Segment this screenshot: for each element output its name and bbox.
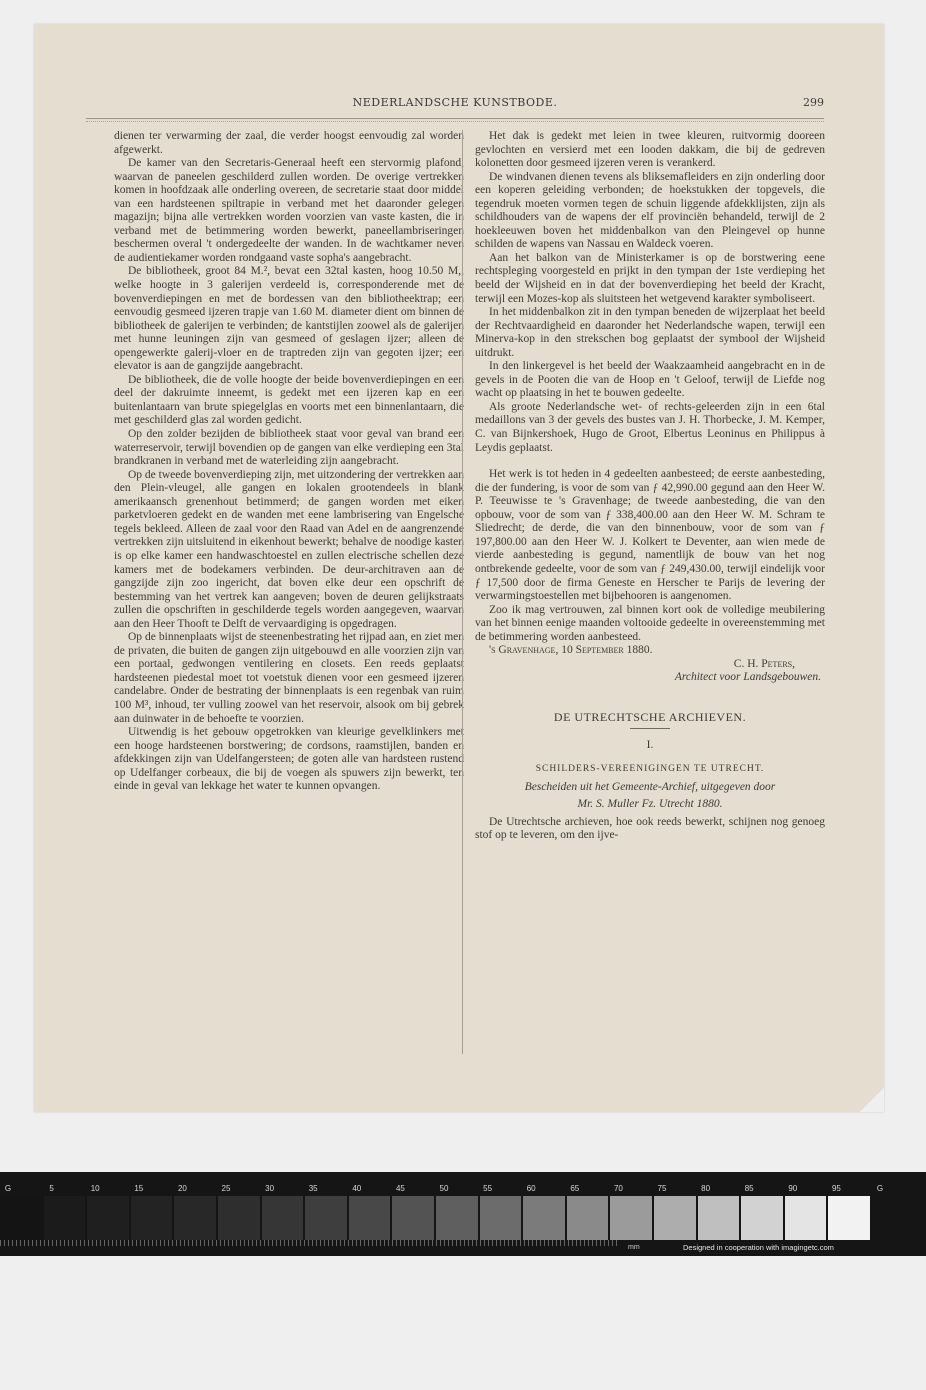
paragraph: dienen ter verwarming der zaal, die verder hoogst eenvoudig zal worden afgewerkt. [114, 130, 464, 156]
gray-patch [654, 1196, 696, 1240]
gray-patches [0, 1196, 926, 1240]
mm-label: mm [628, 1244, 640, 1251]
running-title: NEDERLANDSCHE KUNSTBODE. [352, 96, 558, 109]
gray-patch [174, 1196, 216, 1240]
scale-label: 10 [90, 1184, 100, 1193]
subheading: SCHILDERS-VEREENIGINGEN TE UTRECHT. [535, 763, 765, 774]
gray-patch [392, 1196, 434, 1240]
gray-patch [785, 1196, 827, 1240]
gray-patch [567, 1196, 609, 1240]
gray-patch [44, 1196, 86, 1240]
scale-label: 25 [221, 1184, 231, 1193]
scale-label: 65 [570, 1184, 580, 1193]
gray-patch [349, 1196, 391, 1240]
scale-label: 45 [395, 1184, 405, 1193]
paragraph: Uitwendig is het gebouw opgetrokken van kleurige gevelklinkers met een hooge hardsteenen borstwering; de cordsons, raamstijlen, banden en afdekkingen zijn van Udelfangersteen; de goten alle van hardsteen rustend op Udelfanger corbeaux, die bij de voegen als spuwers zijn bewerkt, ten einde in geval van lekkage het water te kunnen opvangen. [114, 726, 464, 793]
paragraph: De windvanen dienen tevens als bliksemafleiders en zijn onderling door een koperen geleiding verbonden; de hoekstukken der topgevels, die tegendruk moeten vormen tegen de schuin liggende afdekklijsten, zijn als schildhouders van de wapens der elf provinciën behandeld, terwijl de 2 hoekleeuwen boven het middenbalkon van den Pleingevel op hunne schilden de wapens van Nassau en Waldeck voeren. [475, 170, 825, 251]
paragraph: De Utrechtsche archieven, hoe ook reeds bewerkt, schijnen nog genoeg stof op te leveren, om den ijve- [475, 815, 825, 842]
scale-label: G [4, 1184, 12, 1193]
gray-patch [698, 1196, 740, 1240]
scale-label: 75 [657, 1184, 667, 1193]
credit-text: Designed in cooperation with imagingetc.com [683, 1243, 834, 1252]
paragraph: Op de binnenplaats wijst de steenenbestrating het rijpad aan, en ziet men de privaten, die buiten de gangen zijn uitgebouwd en alle voorzien zijn van een portaal, gedwongen ventilering en closets. Een reeds geplaatst hardsteenen piedestal moet tot voetstuk dienen voor een gesmeed ijzeren candelabre. Onder de bestrating der binnenplaats is een regenbak van ruim 100 M³, inhoud, ter vulling zoowel van het reservoir, alsook om bij gebrek aan duinwater in de behoefte te voorzien. [114, 631, 464, 725]
source-line-1: Bescheiden uit het Gemeente-Archief, uitgegeven door [524, 780, 776, 793]
source-line-2: Mr. S. Muller Fz. Utrecht 1880. [577, 798, 723, 811]
gray-patch [0, 1196, 42, 1240]
color-calibration-strip [0, 1172, 926, 1256]
scale-footer [0, 1240, 926, 1256]
scale-labels [0, 1172, 926, 1194]
paragraph: Het werk is tot heden in 4 gedeelten aanbesteed; de eerste aanbesteding, die der fundering, is voor de som van ƒ 42,990.00 gegund aan den Heer W. P. Teeuwisse te 's Gravenhage; de tweede aanbesteding, die van den opbouw, voor de som van ƒ 338,400.00 aan den Heer W. M. Schram te Sliedrecht; de derde, die van den binnenbouw, voor de som van ƒ 197,800.00 aan den Heer W. J. Kolkert te Deventer, aan wien mede de vierde aanbesteding is gegund, namentlijk de bouw van het nog ontbrekende gedeelte, voor de som van ƒ 249,430.00, terwijl eindelijk voor ƒ 17,500 door de firma Geneste en Herscher te Parijs de levering der verwarmingstoestellen met bijbehooren is aangenomen. [475, 468, 825, 603]
paragraph: Op de tweede bovenverdieping zijn, met uitzondering der vertrekken aan den Plein-vleugel, alle gangen en lokalen grootendeels in blank amerikaansch grenenhout betimmerd; de gangen worden met eiken parketvloeren gedekt en de wanden met eene lambrisering van Engelsche tegels bekleed. Alleen de zaal voor den Raad van Adel en de aangrenzende vertrekken zijn uitsluitend in eikenhout bewerkt; behalve de noodige kasten is op elke kamer een handwaschtoestel en zullen electrische schellen deze kamers met de bodekamers verbinden. De deur-architraven aan de gangzijde zijn zoo ingericht, dat boven elke deur een opschrift de bestemming van het vertrek kan aangeven; boven de deuren gelijkstraats zullen die opschriften in geschilderde tegels worden aangegeven, waarvan aan den Heer Thooft te Delft de vervaardiging is opgedragen. [114, 468, 464, 630]
gray-patch [87, 1196, 129, 1240]
paragraph: Het dak is gedekt met leien in twee kleuren, ruitvormig dooreen gevlochten en versierd met een looden dakkam, die bij de gedreven kolonetten door gesmeed ijzeren veren is verankerd. [475, 130, 825, 170]
gray-patch [218, 1196, 260, 1240]
scale-label: 30 [265, 1184, 275, 1193]
signature-role: Architect voor Landsgebouwen. [674, 671, 821, 684]
paragraph: Aan het balkon van de Ministerkamer is op de borstwering eene rechtspleging voorgesteld en prijkt in den tympan der 1ste verdieping het beeld der Wijsheid en in dat der bovenverdieping het beeld der Kracht, terwijl een Mozes-kop als sluitsteen het wetgevend karakter symboliseert. [475, 251, 825, 305]
scale-label: G [876, 1184, 884, 1193]
scale-label: 60 [526, 1184, 536, 1193]
gray-patch [741, 1196, 783, 1240]
scale-label: 85 [744, 1184, 754, 1193]
signature: C. H. Peters, [733, 657, 795, 670]
mm-ruler [0, 1240, 620, 1246]
section-number: I. [646, 739, 654, 752]
gray-patch [131, 1196, 173, 1240]
scale-label: 20 [177, 1184, 187, 1193]
paragraph: Zoo ik mag vertrouwen, zal binnen kort ook de volledige meubilering van het binnen eenige maanden voltooide gedeelte in overeenstemming met de betimmering worden aanbesteed. [475, 603, 825, 643]
dateline: 's Gravenhage, 10 September 1880. [489, 644, 653, 657]
gray-patch [610, 1196, 652, 1240]
scale-label: 70 [613, 1184, 623, 1193]
paragraph: De kamer van den Secretaris-Generaal heeft een stervormig plafond, waarvan de paneelen geschilderd zullen worden. De overige vertrekken komen in hoofdzaak alle onderling overeen, de secretarie staat door middel van een hardsteenen spiltrapie in verband met het daaronder gelegen magazijn; bijna alle vertrekken worden voorzien van vaste kasten, die in verband met de betimmering worden bewerkt, paneellambriseringen beschermen overal 't ondergedeelte der wanden. In de wachtkamer neven de audientiekamer worden rondgaand vaste sopha's aangebracht. [114, 157, 464, 264]
gray-patch [523, 1196, 565, 1240]
scale-label: 90 [788, 1184, 798, 1193]
gray-patch [480, 1196, 522, 1240]
scale-label: 55 [483, 1184, 493, 1193]
background-bottom [0, 1256, 926, 1390]
column-divider [462, 130, 463, 1054]
scale-label: 35 [308, 1184, 318, 1193]
left-column [114, 130, 464, 794]
scale-label: 5 [49, 1184, 54, 1193]
paragraph: Op den zolder bezijden de bibliotheek staat voor geval van brand een waterreservoir, terwijl bovendien op de gangen van elke verdieping een 3tal brandkranen in verband met de waterleiding zijn aangebracht. [114, 428, 464, 468]
scale-label: 80 [701, 1184, 711, 1193]
paragraph: De bibliotheek, groot 84 M.², bevat een 32tal kasten, hoog 10.50 M,, welke hoogte in 3 galerijen verdeeld is, corresponderende met de bovenverdiepingen en met de bordessen van den bibliotheektrap; een eenvoudig gesmeed ijzeren trapje van 1.60 M. diameter dient om binnen de bibliotheek de galerijen te verbinden; de kantstijlen zoowel als de galerijen met hunne leuningen zijn van gesmeed of geslagen ijzer; alleen de opengewerkte galerij-vloer en de traptreden zijn van gegoten ijzer; een elevator is aan de gangzijde aangebracht. [114, 265, 464, 373]
gray-patch [828, 1196, 870, 1240]
page-number: 299 [803, 96, 824, 109]
page-corner-fold [860, 1088, 884, 1112]
right-column [475, 130, 825, 843]
paragraph: Als groote Nederlandsche wet- of rechts-geleerden zijn in een 6tal medaillons van 3 der gevels des bustes van J. H. Thorbecke, J. M. Kemper, C. van Bijnkershoek, Hugo de Groot, Elbertus Leoninus en Philippus à Leydis geplaatst. [475, 400, 825, 454]
gray-patch [262, 1196, 304, 1240]
page-header [86, 92, 824, 114]
paragraph: In den linkergevel is het beeld der Waakzaamheid aangebracht en in de gevels in de Pooten die van de Hoop en 't Geloof, terwijl de Liefde nog wacht op plaatsing in het te bouwen gedeelte. [475, 360, 825, 400]
scale-label: 95 [831, 1184, 841, 1193]
gray-patch [305, 1196, 347, 1240]
header-rule-dotted [86, 121, 824, 122]
gray-patch [436, 1196, 478, 1240]
paragraph: In het middenbalkon zit in den tympan beneden de wijzerplaat het beeld der Rechtvaardigheid en daaronder het Nederlandsche wapen, terwijl een Minerva-kop in den strekschen bog geplaatst der symbool der Wijsheid uitdrukt. [475, 306, 825, 359]
scale-label: 15 [134, 1184, 144, 1193]
scale-label: 50 [439, 1184, 449, 1193]
header-rule [86, 118, 824, 119]
scale-label: 40 [352, 1184, 362, 1193]
section-rule [630, 728, 670, 729]
section-title: DE UTRECHTSCHE ARCHIEVEN. [553, 709, 747, 724]
paragraph: De bibliotheek, die de volle hoogte der beide bovenverdiepingen en een deel der dakruimte inneemt, is gedekt met een ijzeren kap en een buitenlantaarn van brute spiegelglas en voorts met een binnenlantaarn, die met geschilderd glas zal worden gedicht. [114, 373, 464, 427]
